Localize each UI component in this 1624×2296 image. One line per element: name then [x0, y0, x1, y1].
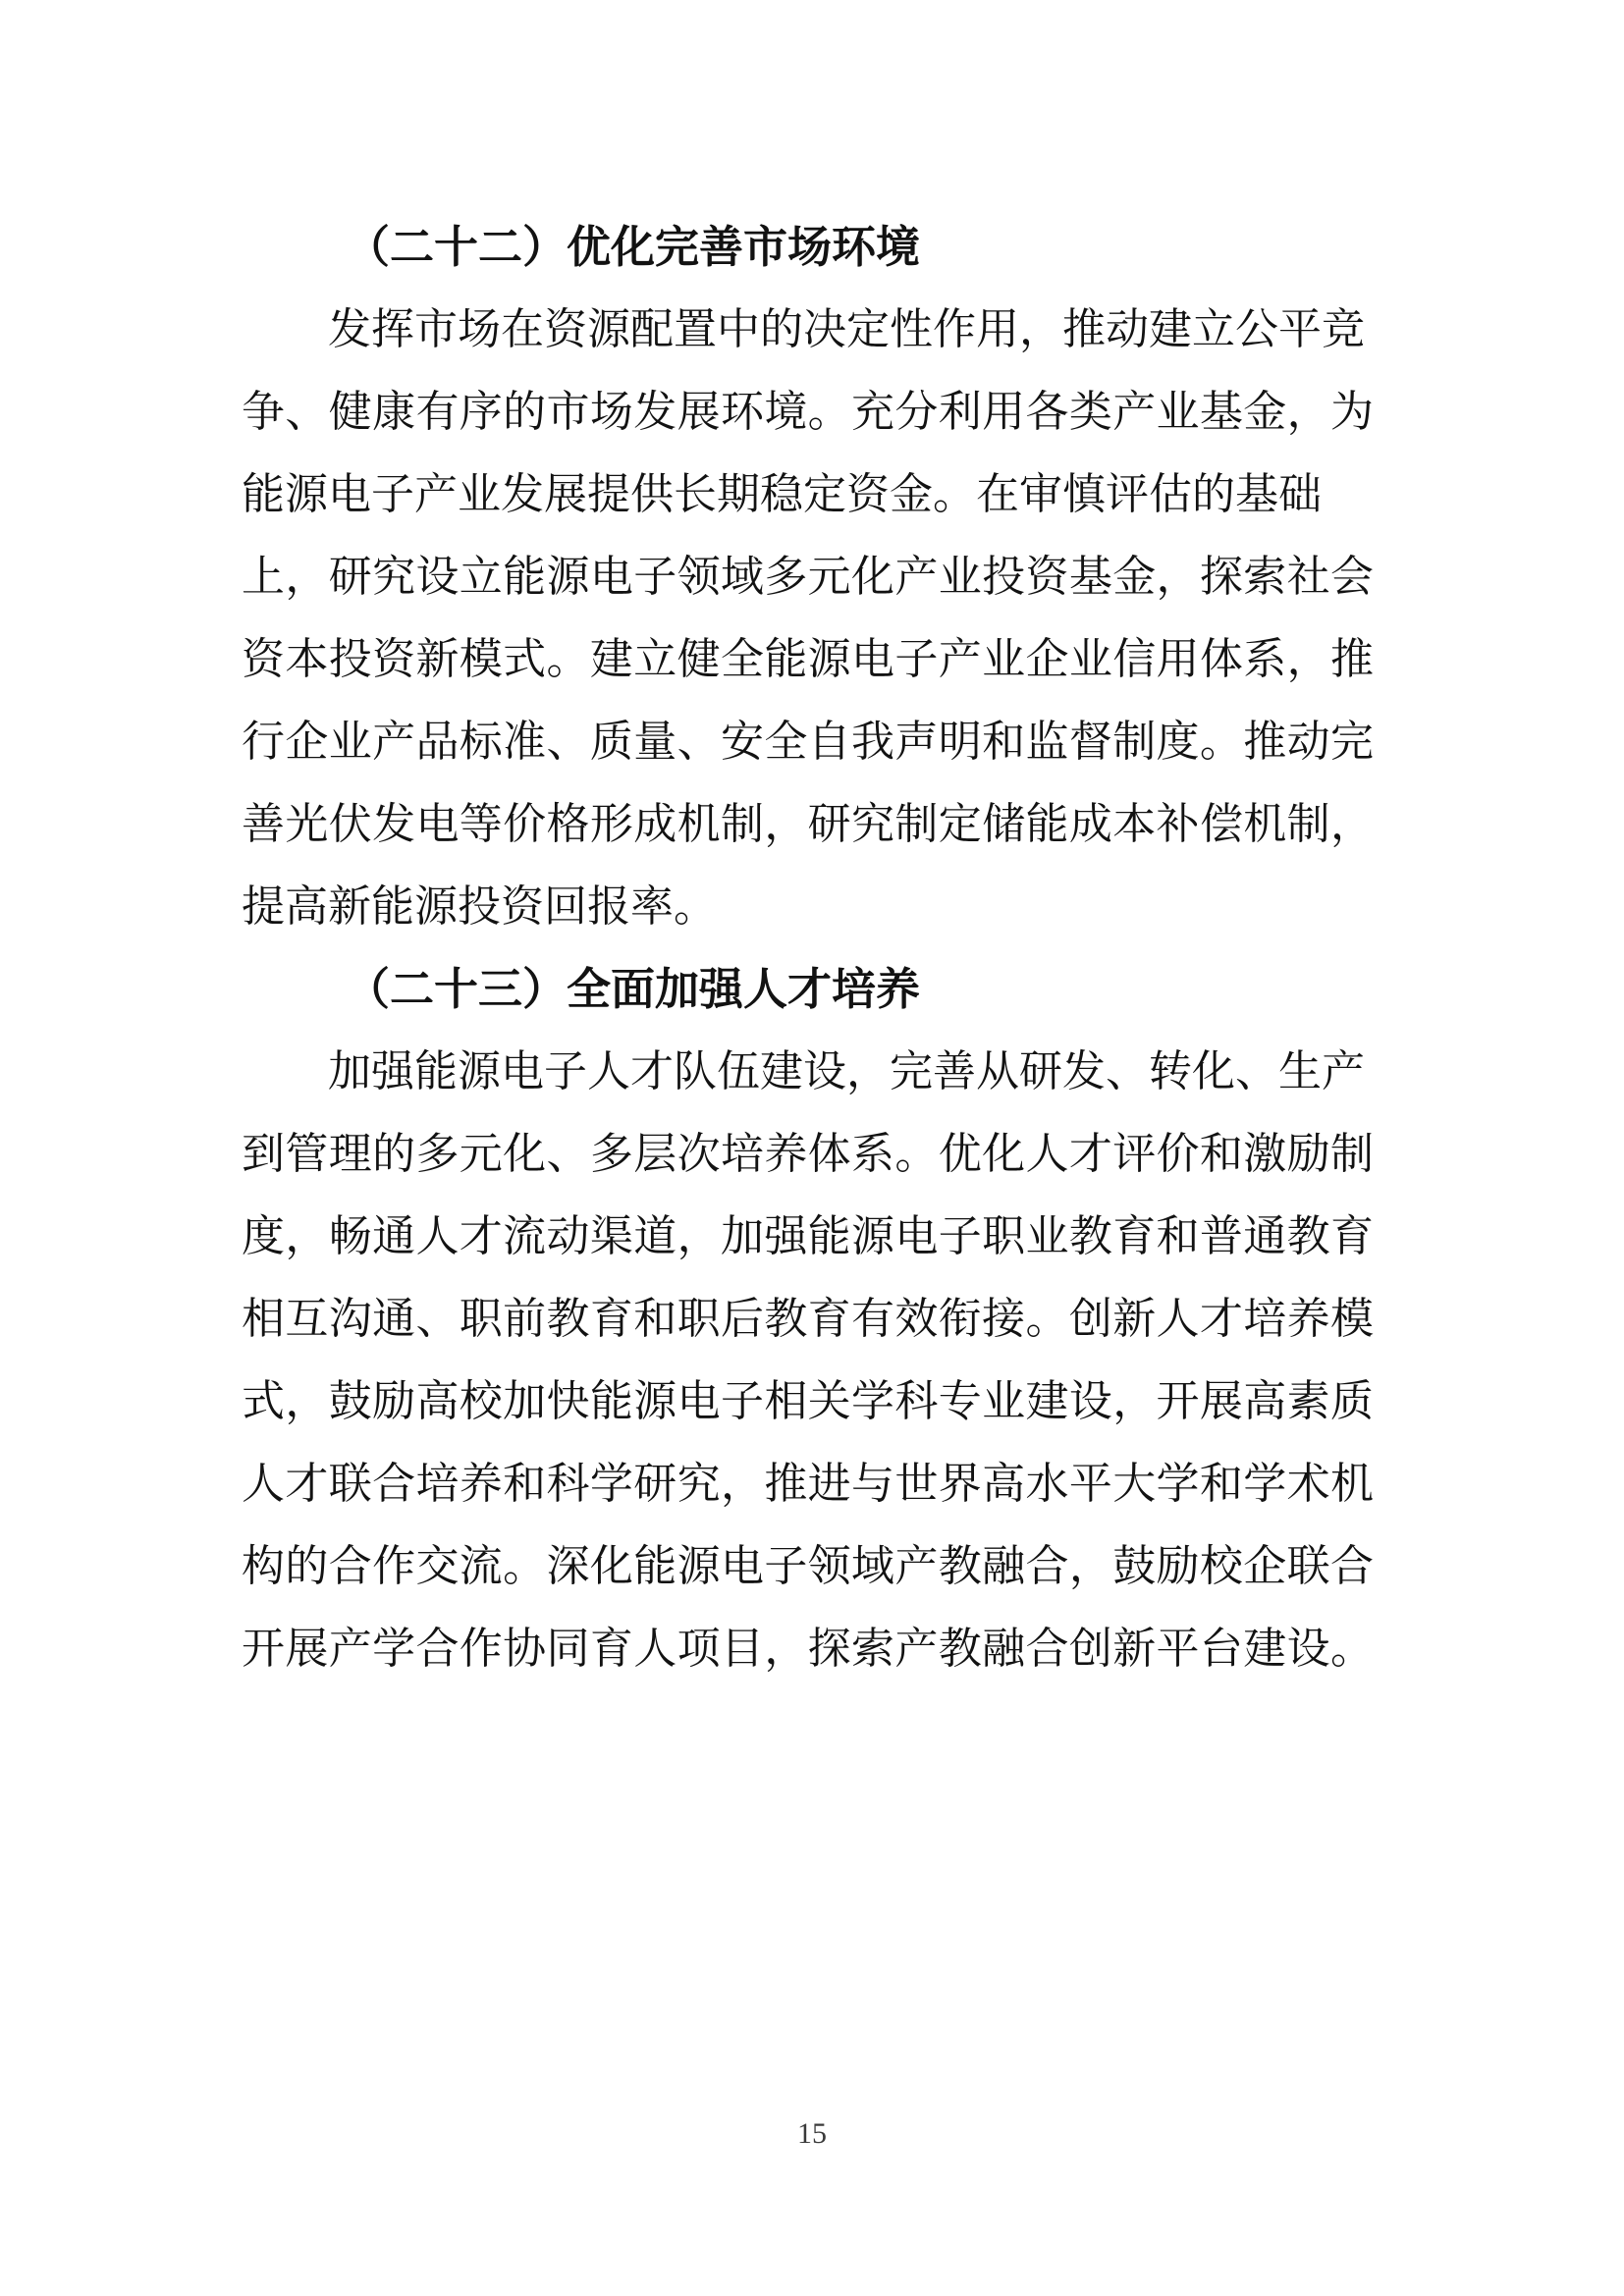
text-line: 构的合作交流。深化能源电子领域产教融合，鼓励校企联合 [242, 1542, 1374, 1590]
document-body [242, 206, 1374, 1690]
paragraph [242, 289, 1374, 948]
text-line: 人才联合培养和科学研究，推进与世界高水平大学和学术机 [242, 1460, 1374, 1508]
text-line: 争、健康有序的市场发展环境。充分利用各类产业基金，为 [242, 388, 1374, 436]
text-line: 上，研究设立能源电子领域多元化产业投资基金，探索社会 [242, 553, 1374, 601]
section-heading: （二十三）全面加强人才培养 [346, 965, 921, 1014]
text-line: 能源电子产业发展提供长期稳定资金。在审慎评估的基础 [242, 470, 1322, 518]
text-line: 到管理的多元化、多层次培养体系。优化人才评价和激励制 [242, 1130, 1374, 1178]
text-line: 式，鼓励高校加快能源电子相关学科专业建设，开展高素质 [242, 1377, 1374, 1425]
text-line: 开展产学合作协同育人项目，探索产教融合创新平台建设。 [242, 1625, 1374, 1673]
text-line: 行企业产品标准、质量、安全自我声明和监督制度。推动完 [242, 718, 1374, 766]
text-line: 度，畅通人才流动渠道，加强能源电子职业教育和普通教育 [242, 1212, 1374, 1260]
text-line: 发挥市场在资源配置中的决定性作用，推动建立公平竞 [328, 305, 1365, 353]
text-line: 善光伏发电等价格形成机制，研究制定储能成本补偿机制， [242, 800, 1374, 848]
text-line: 提高新能源投资回报率。 [242, 882, 717, 931]
page-number: 15 [797, 2117, 827, 2150]
text-line: 相互沟通、职前教育和职后教育有效衔接。创新人才培养模 [242, 1295, 1374, 1343]
text-line: 资本投资新模式。建立健全能源电子产业企业信用体系，推 [242, 635, 1374, 683]
paragraph [242, 1031, 1374, 1690]
text-line: 加强能源电子人才队伍建设，完善从研发、转化、生产 [328, 1047, 1365, 1095]
section-heading: （二十二）优化完善市场环境 [346, 223, 921, 272]
